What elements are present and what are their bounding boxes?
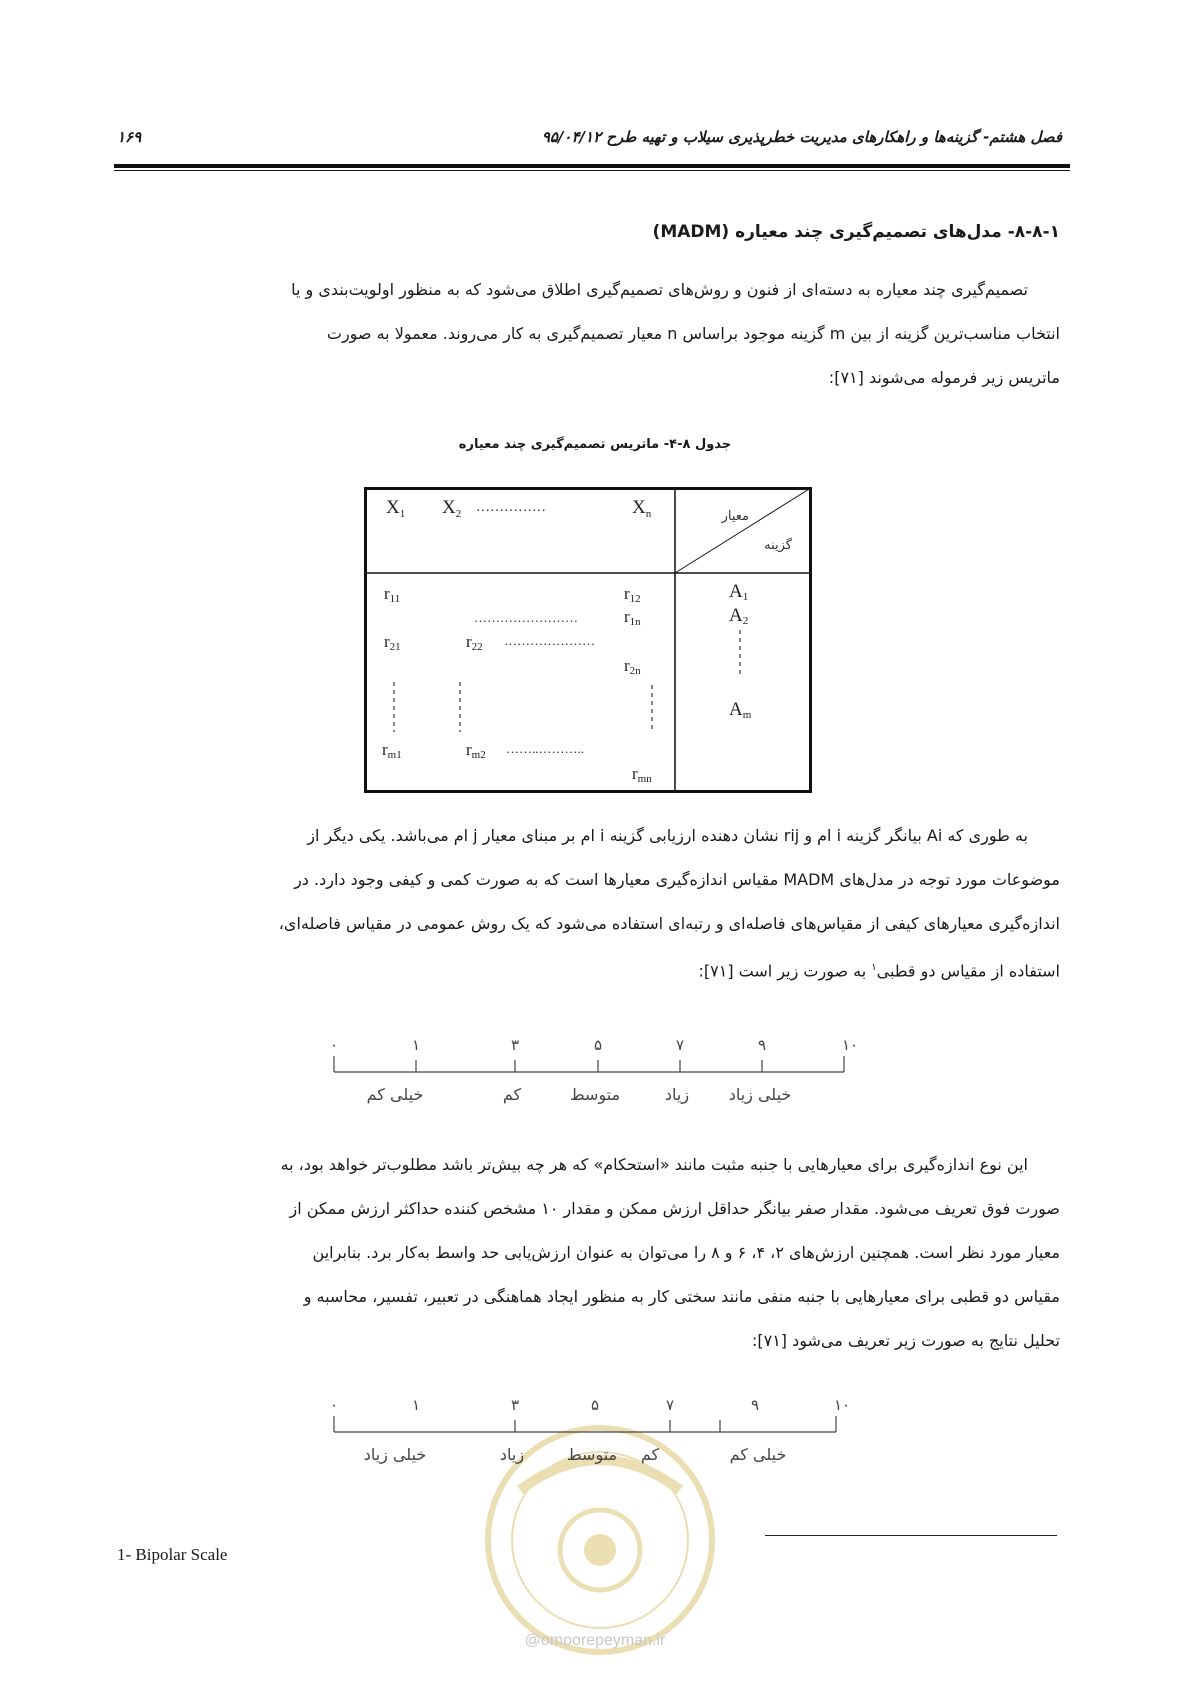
watermark-text: @omoorepeyman.ir: [524, 1632, 666, 1649]
footnote-marker: ۱: [871, 962, 877, 973]
scale-label: زیاد: [664, 1085, 690, 1104]
header-dots: ……………: [476, 500, 546, 515]
corner-option-label: گزینه: [764, 538, 792, 553]
scale-tick-1: ۱: [411, 1396, 421, 1414]
cell-am: Am: [729, 699, 752, 721]
header-x1: $X_1$: [386, 497, 406, 520]
cell-dots-row1: ……………………: [474, 610, 578, 625]
scale-label: متوسط: [569, 1085, 621, 1104]
cell-rm2: rm2: [466, 740, 486, 761]
header-x2: $X_2$: [442, 497, 462, 520]
scale-label: کم: [640, 1445, 660, 1464]
page-number: ۱۶۹: [117, 128, 142, 146]
scale-tick-3: ۳: [510, 1036, 520, 1054]
cell-a2: A2: [729, 605, 749, 627]
paragraph-line-text: استفاده از مقیاس دو قطبی: [876, 961, 1060, 981]
paragraph-line: انتخاب مناسب‌ترین گزینه از بین m گزینه موجود براساس n معیار تصمیم‌گیری به کار می‌روند. معمولا به صورت: [326, 324, 1060, 343]
scale-tick-1: ۱: [411, 1036, 421, 1054]
paragraph-line: صورت فوق تعریف می‌شود. مقدار صفر بیانگر حداقل ارزش ممکن و مقدار ۱۰ مشخص کننده حداکثر ارزش ممکن از: [289, 1199, 1060, 1218]
scale-tick-9: ۹: [750, 1396, 760, 1414]
scale-tick-10: ۱۰: [833, 1396, 851, 1414]
bipolar-scale-positive: [320, 1032, 880, 1112]
paragraph-line: تصمیم‌گیری چند معیاره به دسته‌ای از فنون و روش‌های تصمیم‌گیری اطلاق می‌شود که به منظور اولویت‌بندی و یا: [291, 280, 1028, 299]
paragraph-scale-explanation: [117, 1143, 1060, 1363]
cell-r2n: r2n: [624, 656, 641, 677]
paragraph-line: ماتریس زیر فرموله می‌شوند [۷۱]:: [828, 368, 1060, 387]
header-rule-thin: [114, 170, 1070, 171]
scale-label: خیلی زیاد: [728, 1085, 792, 1104]
running-header-title: فصل هشتم- گزینه‌ها و راهکارهای مدیریت خطرپذیری سیلاب و تهیه طرح ۹۵/۰۴/۱۲: [541, 128, 1062, 146]
paragraph-line-tail: به صورت زیر است [۷۱]:: [698, 961, 872, 981]
scale-label: خیلی کم: [729, 1445, 787, 1464]
paragraph-matrix-explanation: [117, 814, 1060, 993]
header-xn: $X_n$: [632, 497, 652, 520]
scale-label: متوسط: [566, 1445, 618, 1464]
corner-criteria-label: معیار: [721, 509, 749, 524]
footnote-rule: [765, 1535, 1057, 1536]
paragraph-intro: [117, 268, 1060, 400]
section-heading: ۸-۸-۱- مدل‌های تصمیم‌گیری چند معیاره (MADM): [652, 222, 1060, 242]
cell-r12: r12: [624, 584, 641, 605]
header-rule-thick: [114, 164, 1070, 168]
scale-label: زیاد: [499, 1445, 525, 1464]
paragraph-line: به طوری که Ai بیانگر گزینه i ام و rij نشان دهنده ارزیابی گزینه i ام بر مبنای معیار j ام می‌باشد. یکی دیگر از: [307, 826, 1028, 845]
cell-r11: r11: [384, 584, 401, 605]
corner-diagonal: [675, 489, 810, 574]
scale-label: کم: [502, 1085, 522, 1104]
scale-tick-0: ۰: [329, 1396, 339, 1414]
scale-tick-7: ۷: [665, 1396, 675, 1414]
scale-tick-7: ۷: [675, 1036, 685, 1054]
scale-tick-5: ۵: [590, 1396, 600, 1414]
table-caption: جدول ۸-۴- ماتریس تصمیم‌گیری چند معیاره: [458, 437, 732, 452]
scale-label: خیلی کم: [366, 1085, 424, 1104]
scale-tick-3: ۳: [510, 1396, 520, 1414]
cell-dots-rowm: ……..………..: [506, 741, 584, 756]
paragraph-line: این نوع اندازه‌گیری برای معیارهایی با جنبه مثبت مانند «استحکام» که هر چه بیش‌تر باشد مطلوب‌تر خواهد بود، به: [280, 1155, 1028, 1174]
decision-matrix-table: [364, 487, 812, 793]
paragraph-line: معیار مورد نظر است. همچنین ارزش‌های ۲، ۴، ۶ و ۸ را می‌توان به عنوان ارزش‌یابی حد واسط به‌کار برد. بنابراین: [312, 1243, 1060, 1262]
cell-r1n: r1n: [624, 607, 641, 628]
cell-dots-row2: …………………: [504, 633, 595, 648]
cell-a1: A1: [729, 581, 749, 603]
bipolar-scale-negative: [320, 1392, 880, 1472]
paragraph-line: اندازه‌گیری معیارهای کیفی از مقیاس‌های فاصله‌ای و رتبه‌ای استفاده می‌شود که یک روش عمومی در مقیاس فاصله‌ای،: [278, 914, 1060, 933]
scale-label: خیلی زیاد: [363, 1445, 427, 1464]
paragraph-line: مقیاس دو قطبی برای معیارهایی با جنبه منفی مانند سختی کار به منظور ایجاد هماهنگی در تعبیر، تفسیر، محاسبه و: [303, 1287, 1060, 1306]
paragraph-line: [117, 946, 1060, 993]
scale-tick-9: ۹: [757, 1036, 767, 1054]
cell-rmn: rmn: [632, 764, 652, 785]
footnote-text: 1- Bipolar Scale: [117, 1545, 228, 1564]
scale-tick-0: ۰: [329, 1036, 339, 1054]
scale-tick-10: ۱۰: [841, 1036, 859, 1054]
paragraph-line: موضوعات مورد توجه در مدل‌های MADM مقیاس اندازه‌گیری معیارها است که به صورت کمی و کیفی وجود دارد. در: [294, 870, 1060, 889]
scale-tick-5: ۵: [593, 1036, 603, 1054]
cell-rm1: rm1: [382, 740, 402, 761]
cell-r22: r22: [466, 632, 483, 653]
cell-r21: r21: [384, 632, 401, 653]
paragraph-line: تحلیل نتایج به صورت زیر تعریف می‌شود [۷۱]:: [751, 1331, 1060, 1350]
